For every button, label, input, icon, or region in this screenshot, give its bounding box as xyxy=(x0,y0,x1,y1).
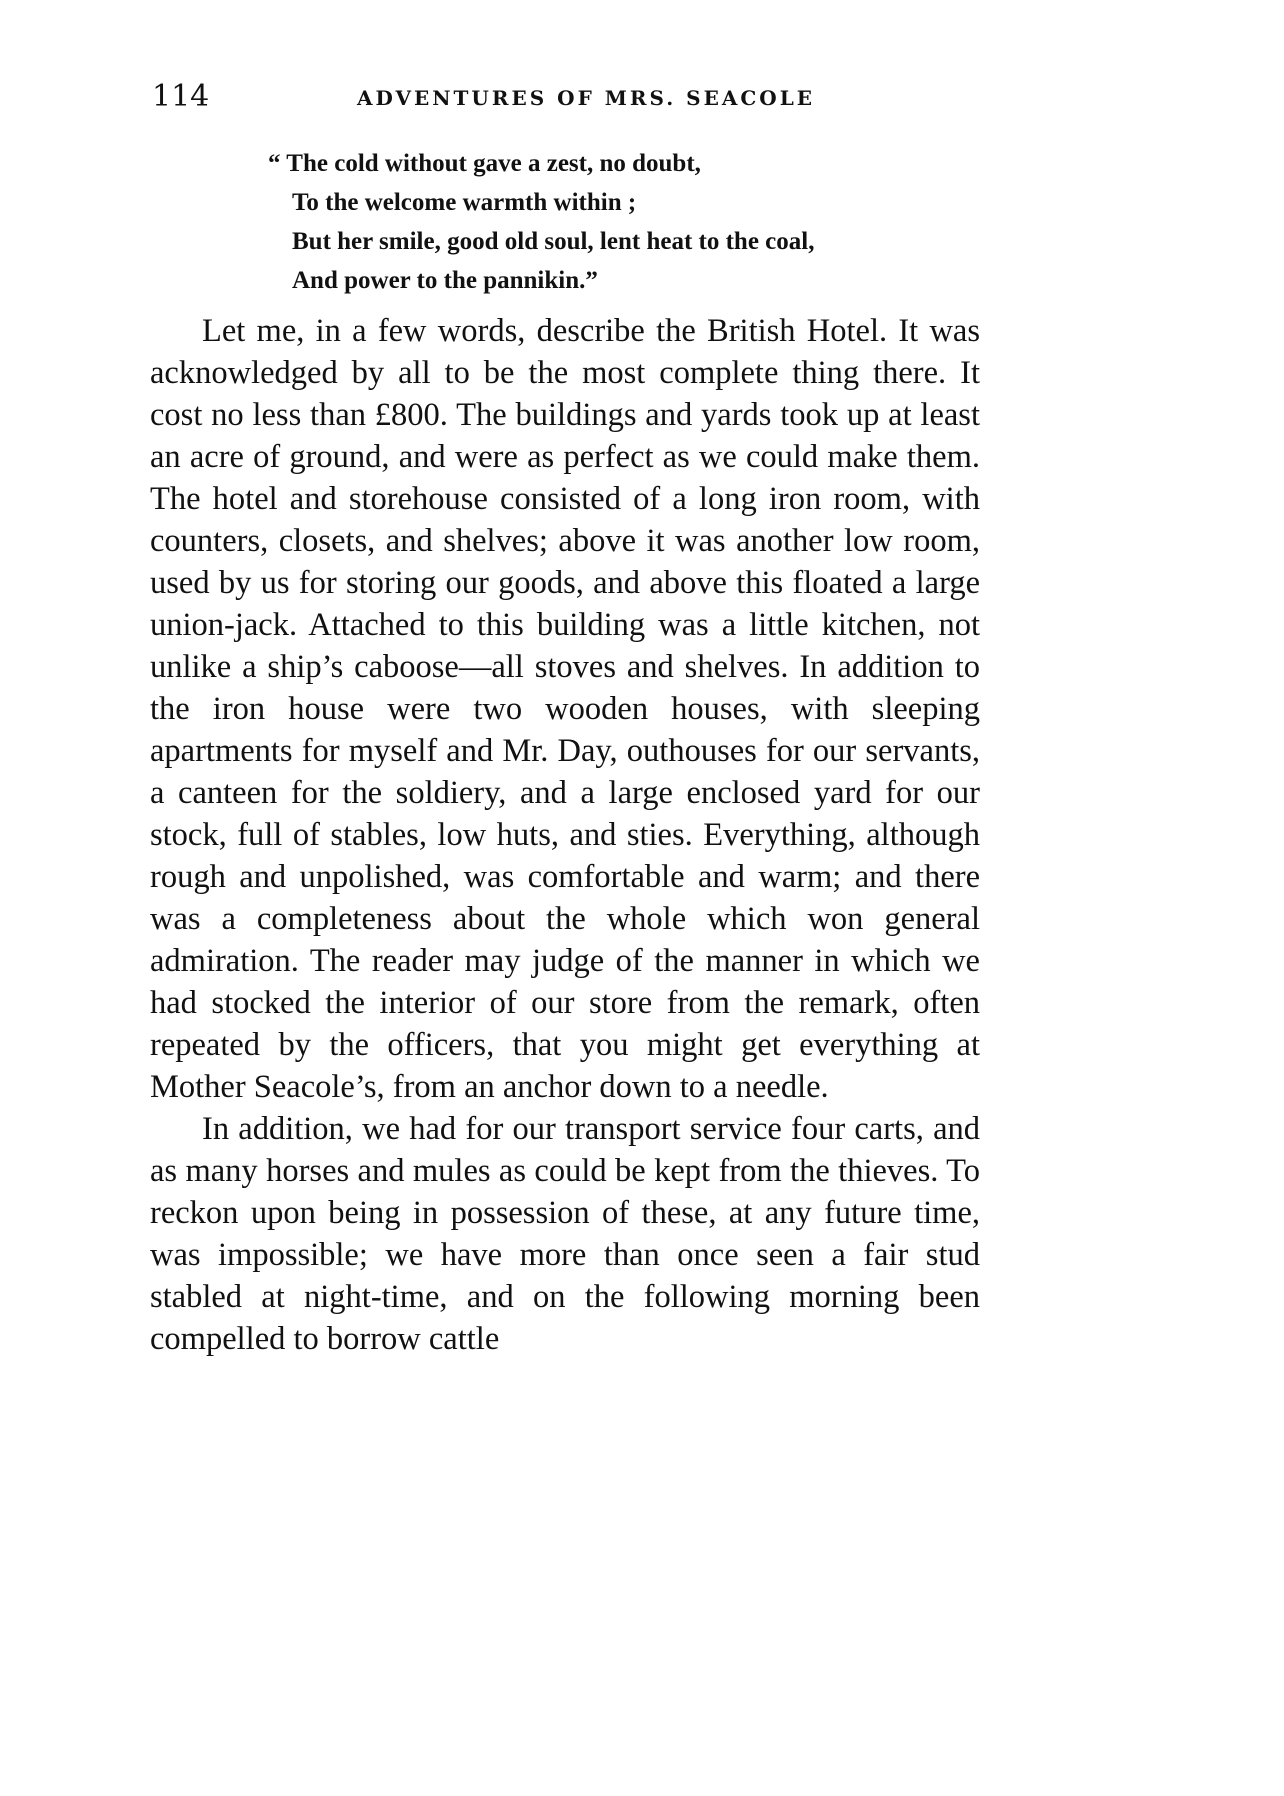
poem-stanza xyxy=(268,144,1028,300)
poem-line: And power to the pannikin.” xyxy=(292,267,598,294)
running-head: ADVENTURES OF MRS. SEACOLE xyxy=(357,86,815,110)
paragraph: Let me, in a few words, describe the British Hotel. It was acknowledged by all to be the most complete thing there. It cost no less than £800. The buildings and yards took up at least an acre of ground, and were as perfect as we could make them. The hotel and storehouse consisted of a long iron room, with counters, closets, and shelves; above it was another low room, used by us for storing our goods, and above this floated a large union-jack. Attached to this building was a little kitchen, not unlike a ship’s caboose—all stoves and shelves. In addition to the iron house were two wooden houses, with sleeping apartments for myself and Mr. Day, outhouses for our servants, a canteen for the soldiery, and a large enclosed yard for our stock, full of stables, low huts, and sties. Everything, although rough and unpolished, was comfortable and warm; and there was a completeness about the whole which won general admiration. The reader may judge of the manner in which we had stocked the interior of our store from the remark, often repeated by the officers, that you might get everything at Mother Seacole’s, from an anchor down to a needle. xyxy=(150,313,980,1105)
page-number: 114 xyxy=(152,79,210,114)
paragraph: In addition, we had for our transport service four carts, and as many horses and mules as could be kept from the thieves. To reckon upon being in possession of these, at any future time, was impossible; we have more than once seen a fair stud stabled at night-time, and on the following morning been compelled to borrow cattle xyxy=(150,1111,980,1357)
body-text xyxy=(150,310,980,1360)
poem-line: “ The cold without gave a zest, no doubt, xyxy=(268,150,701,177)
poem-line: To the welcome warmth within ; xyxy=(292,189,637,216)
poem-line: But her smile, good old soul, lent heat to the coal, xyxy=(292,228,815,255)
